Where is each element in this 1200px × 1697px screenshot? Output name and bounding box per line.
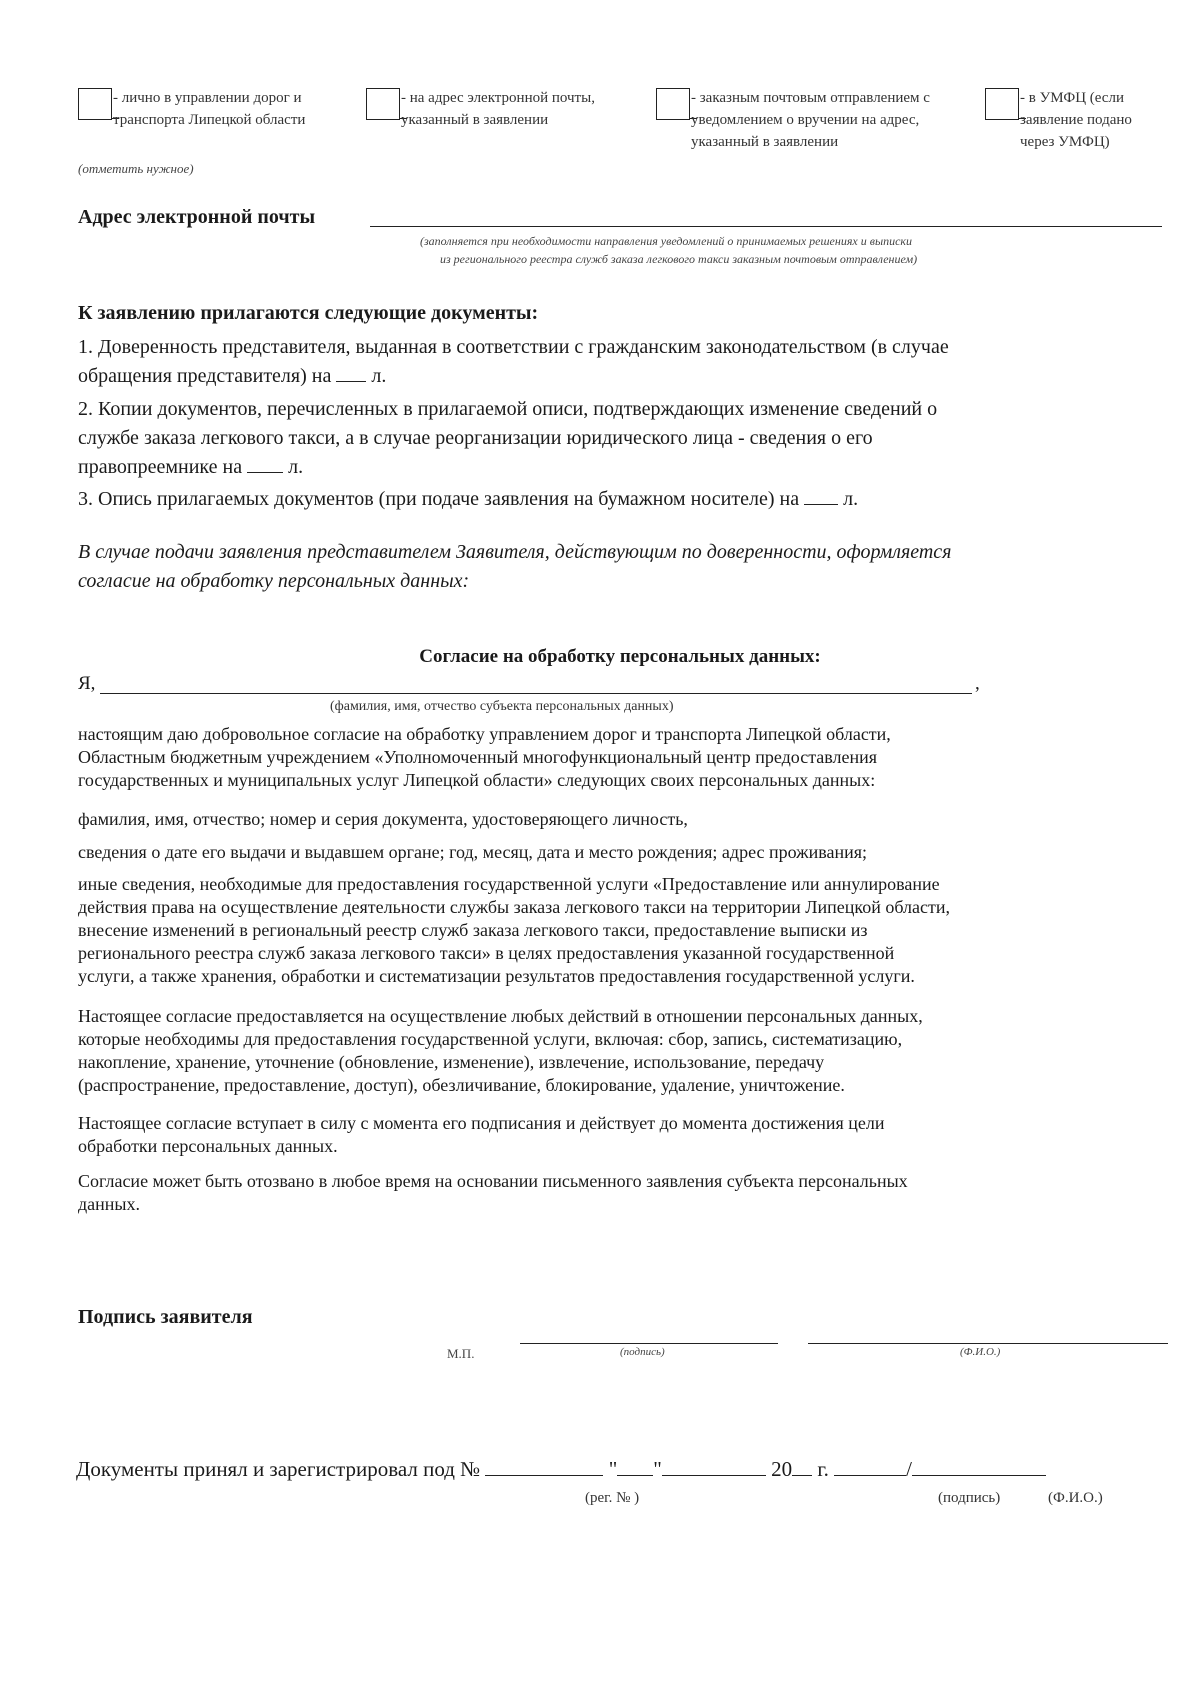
- reg-fio-field[interactable]: [912, 1459, 1046, 1476]
- reg-signature-field[interactable]: [834, 1459, 906, 1476]
- option-line: указанный в заявлении: [691, 134, 839, 150]
- checkbox[interactable]: [656, 88, 690, 120]
- reg-number-field[interactable]: [485, 1459, 603, 1476]
- consent-paragraph-3: сведения о дате его выдачи и выдавшем органе; год, месяц, дата и место рождения; адрес проживания;: [78, 842, 868, 862]
- option-line: транспорта Липецкой области: [113, 112, 306, 128]
- reg-month-field[interactable]: [662, 1459, 766, 1476]
- consent-paragraph-4: иные сведения, необходимые для предоставления государственной услуги «Предоставление или аннулирование действия права на осуществление деятельности службы заказа легкового такси на территории Липецкой области, внесение изменений в региональный реестр служб заказа легкового такси, предоставление выписки из регионального реестра служб заказа легкового такси» в целях предоставления указанной государственной услуги, а также хранения, обработки и систематизации результатов предоставления государственной услуги.: [78, 874, 950, 986]
- representative-note: В случае подачи заявления представителем Заявителя, действующим по доверенности, оформляется согласие на обработку персональных данных:: [78, 541, 952, 592]
- consent-paragraph-2: фамилия, имя, отчество; номер и серия документа, удостоверяющего личность,: [78, 809, 688, 829]
- option-line: указанный в заявлении: [401, 112, 549, 128]
- sheets-count-field[interactable]: [336, 365, 366, 382]
- reg-day-field[interactable]: [617, 1459, 653, 1476]
- attachments-title: К заявлению прилагаются следующие документы:: [78, 302, 539, 324]
- signature-fio-line[interactable]: [808, 1343, 1168, 1344]
- reg-fio-hint: (Ф.И.О.): [1048, 1490, 1103, 1506]
- attachment-item-1: 1. Доверенность представителя, выданная в соответствии с гражданским законодательством (в случае обращения представителя) на л.: [78, 336, 949, 387]
- signature-fio-hint: (Ф.И.О.): [960, 1346, 1001, 1358]
- fio-hint: (фамилия, имя, отчество субъекта персональных данных): [330, 699, 674, 714]
- reg-number-hint: (рег. № ): [585, 1490, 640, 1506]
- i-label: Я,: [78, 673, 96, 694]
- consent-paragraph-7: Согласие может быть отозвано в любое время на основании письменного заявления субъекта персональных данных.: [78, 1171, 908, 1214]
- consent-paragraph-1: настоящим даю добровольное согласие на обработку управлением дорог и транспорта Липецкой области, Областным бюджетным учреждением «Уполномоченный многофункциональный центр предоставления государственных и муниципальных услуг Липецкой области» следующих своих персональных данных:: [78, 724, 891, 790]
- attachment-item-3: 3. Опись прилагаемых документов (при подаче заявления на бумажном носителе) на л.: [78, 488, 859, 510]
- option-line: - в УМФЦ (если: [1020, 90, 1124, 106]
- option-line: - лично в управлении дорог и: [113, 90, 302, 106]
- checkbox[interactable]: [78, 88, 112, 120]
- sheets-count-field[interactable]: [804, 488, 838, 505]
- email-label: Адрес электронной почты: [78, 206, 316, 228]
- mark-needed-hint: (отметить нужное): [78, 161, 194, 176]
- option-line: уведомлением о вручении на адрес,: [691, 112, 920, 128]
- option-line: через УМФЦ): [1020, 134, 1110, 150]
- reg-signature-hint: (подпись): [938, 1490, 1001, 1506]
- email-hint-line1: (заполняется при необходимости направления уведомлений о принимаемых решениях и выписки: [420, 234, 913, 248]
- signature-line[interactable]: [520, 1343, 778, 1344]
- option-line: - заказным почтовым отправлением с: [691, 90, 930, 106]
- email-input-line[interactable]: [370, 226, 1162, 227]
- signature-title: Подпись заявителя: [78, 1306, 253, 1328]
- fio-input-line[interactable]: [100, 693, 972, 694]
- consent-paragraph-6: Настоящее согласие вступает в силу с момента его подписания и действует до момента достижения цели обработки персональных данных.: [78, 1113, 885, 1156]
- reg-year-field[interactable]: [792, 1459, 812, 1476]
- option-line: - на адрес электронной почты,: [401, 90, 595, 106]
- checkbox[interactable]: [366, 88, 400, 120]
- sheets-count-field[interactable]: [247, 456, 283, 473]
- checkbox[interactable]: [985, 88, 1019, 120]
- attachment-item-2: 2. Копии документов, перечисленных в прилагаемой описи, подтверждающих изменение сведений о службе заказа легкового такси, а в случае реорганизации юридического лица - сведения о его правопреемнике на л.: [78, 398, 938, 478]
- stamp-place: М.П.: [447, 1346, 475, 1361]
- consent-paragraph-5: Настоящее согласие предоставляется на осуществление любых действий в отношении персональных данных, которые необходимы для предоставления государственной услуги, включая: сбор, запись, систематизацию, накопление, хранение, уточнение (обновление, изменение), извлечение, использование, передачу (распространение, предоставление, доступ), обезличивание, блокирование, удаление, уничтожение.: [78, 1006, 923, 1095]
- registration-line: Документы принял и зарегистрировал под № " " 20 г. /: [76, 1457, 1046, 1482]
- consent-title: Согласие на обработку персональных данных:: [419, 646, 821, 667]
- email-hint-line2: из регионального реестра служб заказа легкового такси заказным почтовым отправлением): [440, 252, 918, 266]
- option-line: заявление подано: [1020, 112, 1132, 128]
- signature-hint: (подпись): [620, 1346, 665, 1358]
